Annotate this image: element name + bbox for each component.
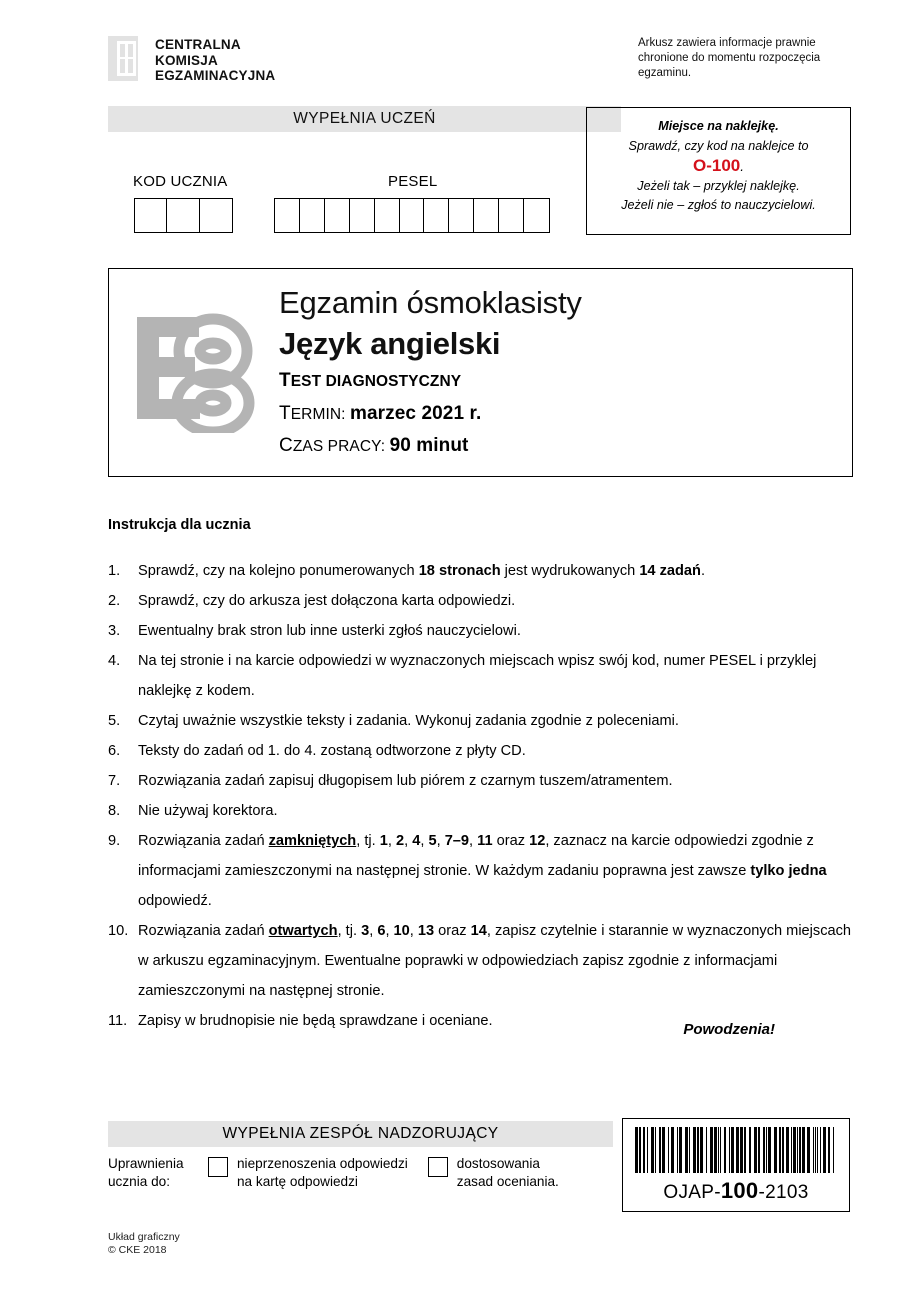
exam-term-value: marzec 2021 r.	[350, 403, 482, 424]
instruction-number: 7.	[108, 773, 121, 789]
instruction-item	[108, 736, 853, 766]
instruction-text: Nie używaj korektora.	[138, 803, 278, 819]
instruction-number: 11.	[108, 1013, 128, 1029]
instruction-item	[108, 646, 853, 706]
instruction-text: Na tej stronie i na karcie odpowiedzi w wyznaczonych miejscach wpisz swój kod, numer PESEL i przyklej naklejkę z kodem.	[138, 653, 817, 699]
answer-box[interactable]	[374, 198, 401, 233]
answer-box[interactable]	[166, 198, 200, 233]
instruction-text: Czytaj uważnie wszystkie teksty i zadania. Wykonuj zadania zgodnie z poleceniami.	[138, 713, 679, 729]
student-fill-header-label: WYPEŁNIA UCZEŃ	[293, 110, 436, 127]
supervisor-option-2-label	[457, 1155, 559, 1190]
instruction-number: 6.	[108, 743, 121, 759]
cke-logo-text	[155, 36, 275, 84]
sticker-code: O-100	[692, 156, 741, 175]
kod-ucznia-input[interactable]	[134, 198, 233, 233]
supervisor-fill-header-label: WYPEŁNIA ZESPÓŁ NADZORUJĄCY	[222, 1125, 499, 1142]
supervisor-option-2-line-1: dostosowania	[456, 1156, 540, 1171]
instruction-number: 1.	[108, 563, 121, 579]
exam-title-box	[108, 268, 853, 477]
instruction-number: 9.	[108, 833, 121, 849]
sticker-code-line	[587, 156, 850, 177]
e8-logo-icon	[133, 303, 263, 433]
good-luck-text: Powodzenia!	[683, 1021, 775, 1038]
exam-time-value: 90 minut	[389, 435, 469, 456]
exam-name: Egzamin ósmoklasisty	[279, 285, 582, 320]
instruction-text: Sprawdź, czy na kolejno ponumerowanych 18 stronach jest wydrukowanych 14 zadań.	[138, 563, 706, 579]
cke-logo	[108, 36, 275, 84]
exam-subject: Język angielski	[279, 326, 501, 361]
exam-term-label: ERMIN	[290, 406, 342, 423]
footer-line-2: © CKE 2018	[108, 1244, 167, 1256]
exam-title-text	[279, 283, 839, 462]
answer-box[interactable]	[134, 198, 168, 233]
exam-kind-initial: T	[279, 370, 291, 391]
instructions-list	[108, 556, 853, 1036]
barcode-prefix: OJAP-	[663, 1182, 721, 1203]
answer-box[interactable]	[448, 198, 475, 233]
instruction-text: Rozwiązania zadań otwartych, tj. 3, 6, 10, 13 oraz 14, zapisz czytelnie i starannie w wyznaczonych miejscach w arkuszu egzaminacyjnym. Ewentualne poprawki w odpowiedziach zapisz zgodnie z informacjami zamieszczonymi na następnej stronie.	[138, 923, 852, 999]
kod-ucznia-label: KOD UCZNIA	[133, 173, 228, 190]
answer-box[interactable]	[523, 198, 550, 233]
supervisor-option-1-line-2: na kartę odpowiedzi	[237, 1173, 358, 1189]
instruction-item	[108, 616, 853, 646]
checkbox-nieprzenoszenia[interactable]	[208, 1157, 228, 1177]
instruction-text: Zapisy w brudnopisie nie będą sprawdzane i oceniane.	[138, 1013, 493, 1029]
exam-time-initial: C	[279, 435, 293, 456]
cke-mark-icon	[108, 36, 146, 81]
instruction-text: Teksty do zadań od 1. do 4. zostaną odtworzone z płyty CD.	[138, 743, 526, 759]
footer-line-1: Układ graficzny	[108, 1231, 180, 1243]
instruction-text: Ewentualny brak stron lub inne usterki zgłoś nauczycielowi.	[138, 623, 521, 639]
cke-logo-line-2: KOMISJA	[155, 52, 218, 68]
barcode-suffix: -2103	[758, 1182, 809, 1203]
instruction-number: 5.	[108, 713, 121, 729]
barcode-image	[635, 1127, 837, 1173]
checkbox-dostosowania[interactable]	[428, 1157, 448, 1177]
student-fill-header	[108, 106, 621, 132]
exam-term-sep: :	[341, 406, 350, 423]
supervisor-options-row	[108, 1155, 613, 1190]
answer-box[interactable]	[324, 198, 351, 233]
sticker-placement-box	[586, 107, 851, 235]
instruction-item	[108, 916, 853, 1006]
instructions-heading: Instrukcja dla ucznia	[108, 517, 251, 533]
exam-kind-rest: EST DIAGNOSTYCZNY	[290, 373, 462, 390]
sticker-code-dot: .	[740, 159, 744, 174]
answer-box[interactable]	[199, 198, 233, 233]
page-header	[108, 32, 853, 94]
page-footer	[108, 1231, 180, 1257]
answer-box[interactable]	[274, 198, 301, 233]
sticker-check-line: Sprawdź, czy kod na naklejce to	[628, 138, 809, 153]
barcode-label	[635, 1178, 837, 1204]
instruction-item	[108, 586, 853, 616]
answer-box[interactable]	[399, 198, 426, 233]
instruction-number: 8.	[108, 803, 121, 819]
sticker-title: Miejsce na naklejkę.	[658, 119, 779, 133]
exam-time-label: ZAS PRACY	[292, 438, 381, 455]
supervisor-fill-header	[108, 1121, 613, 1147]
instruction-item	[108, 706, 853, 736]
sticker-if-no: Jeżeli nie – zgłoś to nauczycielowi.	[621, 198, 816, 212]
sticker-if-yes: Jeżeli tak – przyklej naklejkę.	[637, 178, 800, 193]
instruction-item	[108, 766, 853, 796]
exam-term-initial: T	[279, 403, 291, 424]
supervisor-lead-label	[108, 1155, 208, 1190]
instruction-text: Sprawdź, czy do arkusza jest dołączona karta odpowiedzi.	[138, 593, 516, 609]
instruction-text: Rozwiązania zadań zapisuj długopisem lub piórem z czarnym tuszem/atramentem.	[138, 773, 673, 789]
pesel-label: PESEL	[388, 173, 438, 190]
exam-time-row	[279, 430, 839, 462]
answer-box[interactable]	[498, 198, 525, 233]
answer-box[interactable]	[349, 198, 376, 233]
answer-box[interactable]	[423, 198, 450, 233]
supervisor-option-1-line-1: nieprzenoszenia odpowiedzi	[237, 1156, 408, 1171]
supervisor-lead-line-2: ucznia do:	[108, 1173, 170, 1189]
exam-kind	[279, 365, 839, 398]
instruction-item	[108, 796, 853, 826]
supervisor-option-1-label	[237, 1155, 408, 1190]
answer-box[interactable]	[473, 198, 500, 233]
pesel-input[interactable]	[274, 198, 550, 233]
instruction-text: Rozwiązania zadań zamkniętych, tj. 1, 2, 4, 5, 7–9, 11 oraz 12, zaznacz na karcie odpowiedzi zgodnie z informacjami zamieszczonymi na następnej stronie. W każdym zadaniu poprawna jest zawsze tylko jedna odpowiedź.	[138, 833, 827, 909]
instruction-number: 10.	[108, 923, 129, 939]
instruction-number: 2.	[108, 593, 121, 609]
instruction-number: 3.	[108, 623, 121, 639]
supervisor-lead-line-1: Uprawnienia	[108, 1156, 184, 1171]
protection-note: Arkusz zawiera informacje prawnie chronione do momentu rozpoczęcia egzaminu.	[638, 37, 821, 79]
cke-logo-line-1: CENTRALNA	[155, 37, 241, 52]
supervisor-option-2-line-2: zasad oceniania.	[456, 1173, 559, 1189]
instruction-item	[108, 826, 853, 916]
instruction-number: 4.	[108, 653, 121, 669]
barcode-box	[622, 1118, 850, 1212]
instruction-item	[108, 556, 853, 586]
exam-time-sep: :	[380, 438, 390, 455]
answer-box[interactable]	[299, 198, 326, 233]
cke-logo-line-3: EGZAMINACYJNA	[155, 68, 276, 83]
barcode-bold-part: 100	[720, 1178, 759, 1203]
exam-term-row	[279, 398, 839, 430]
